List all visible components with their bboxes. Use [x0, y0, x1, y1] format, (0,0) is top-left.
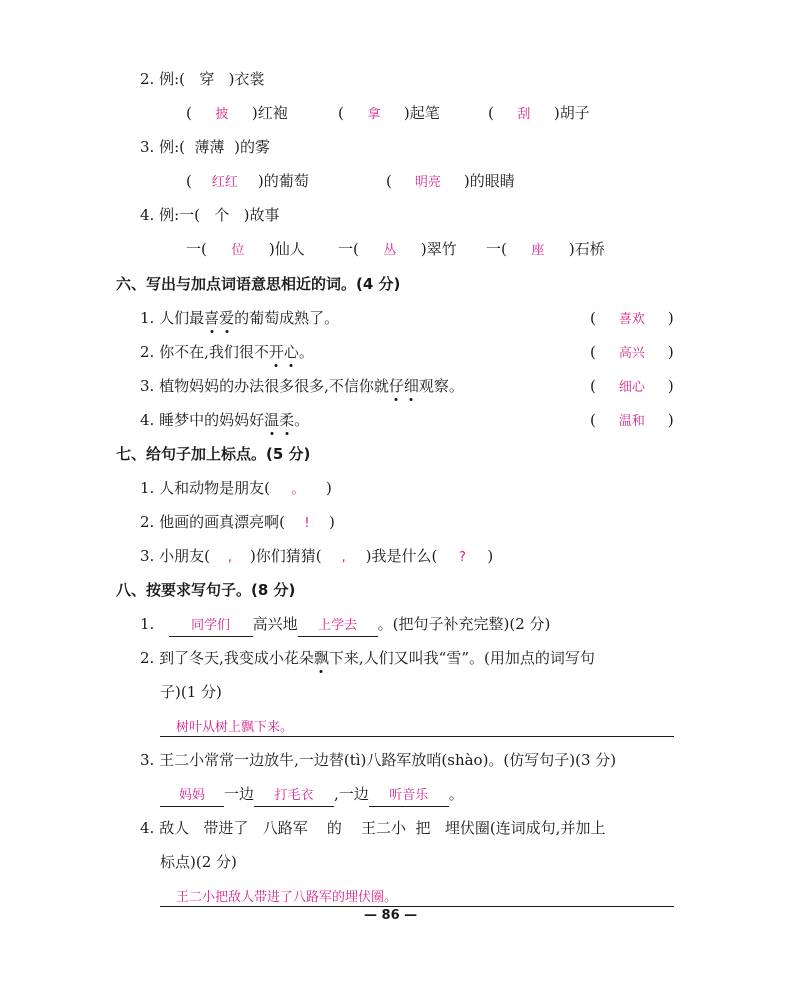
s8-q4-line2: 标点)(2 分): [160, 853, 237, 871]
q3-item-2: ( 明亮 )的眼睛: [386, 171, 515, 193]
q4-item-1: 一( 位 )仙人: [186, 239, 305, 261]
q3-example: 3. 例:( 薄薄 )的雾: [140, 138, 270, 156]
q2-example: 2. 例:( 穿 )衣裳: [140, 70, 265, 88]
s8-q2-answer: 树叶从树上飘下来。: [176, 720, 294, 735]
section-7-title: 七、给句子加上标点。(5 分): [116, 445, 311, 463]
answer: 位: [231, 243, 245, 258]
q2-item-2: ( 拿 )起笔: [338, 103, 440, 125]
answer: 红红: [211, 175, 238, 190]
q4-item-2: 一( 丛 )翠竹: [338, 239, 457, 261]
s6-answer-4: ( 温和 ): [590, 411, 674, 429]
s8-q3-line1: 3. 王二小常常一边放牛,一边替(tì)八路军放哨(shào)。(仿写句子)(3 分): [140, 751, 617, 769]
s6-item-1: 1. 人们最喜爱的葡萄成熟了。: [140, 309, 340, 327]
s7-item-1: 1. 人和动物是朋友( 。 ): [140, 479, 332, 497]
q3-item-1: ( 红红 )的葡萄: [186, 171, 309, 193]
s6-answer-2: ( 高兴 ): [590, 343, 674, 361]
answer: 刮: [517, 107, 531, 122]
q2-item-1: ( 披 )红袍: [186, 103, 288, 125]
s8-q4-line1: 4. 敌人 带进了 八路军 的 王二小 把 埋伏圈(连词成句,并加上: [140, 819, 606, 837]
answer: 座: [531, 243, 545, 258]
s6-item-3: 3. 植物妈妈的办法很多很多,不信你就仔细观察。: [140, 377, 464, 395]
s6-item-4: 4. 睡梦中的妈妈好温柔。: [140, 411, 310, 429]
section-8-title: 八、按要求写句子。(8 分): [116, 581, 296, 599]
answer: 丛: [383, 243, 397, 258]
answer-line: [160, 736, 674, 737]
q4-item-3: 一( 座 )石桥: [486, 239, 605, 261]
page-number: — 86 —: [364, 908, 418, 923]
s8-q2-line2: 子)(1 分): [160, 683, 222, 701]
section-6-title: 六、写出与加点词语意思相近的词。(4 分): [116, 275, 401, 293]
s8-q2-line1: 2. 到了冬天,我变成小花朵飘下来,人们又叫我“雪”。(用加点的词写句: [140, 649, 595, 667]
answer: 披: [215, 107, 229, 122]
q2-item-3: ( 刮 )胡子: [488, 103, 590, 125]
answer: 拿: [367, 107, 381, 122]
s8-q1: 1. 同学们 高兴地 上学去 。(把句子补充完整)(2 分): [140, 614, 550, 637]
s8-q4-answer: 王二小把敌人带进了八路军的埋伏圈。: [176, 890, 398, 905]
s6-answer-1: ( 喜欢 ): [590, 309, 674, 327]
s6-item-2: 2. 你不在,我们很不开心。: [140, 343, 314, 361]
s8-q3-answer: 妈妈 一边 打毛衣 ,一边 听音乐 。: [160, 784, 464, 807]
s7-item-2: 2. 他画的画真漂亮啊( ! ): [140, 513, 335, 531]
answer: 明亮: [414, 175, 441, 190]
s7-item-3: 3. 小朋友( , )你们猜猜( , )我是什么( ? ): [140, 547, 494, 565]
s6-answer-3: ( 细心 ): [590, 377, 674, 395]
q4-example: 4. 例:一( 个 )故事: [140, 206, 280, 224]
